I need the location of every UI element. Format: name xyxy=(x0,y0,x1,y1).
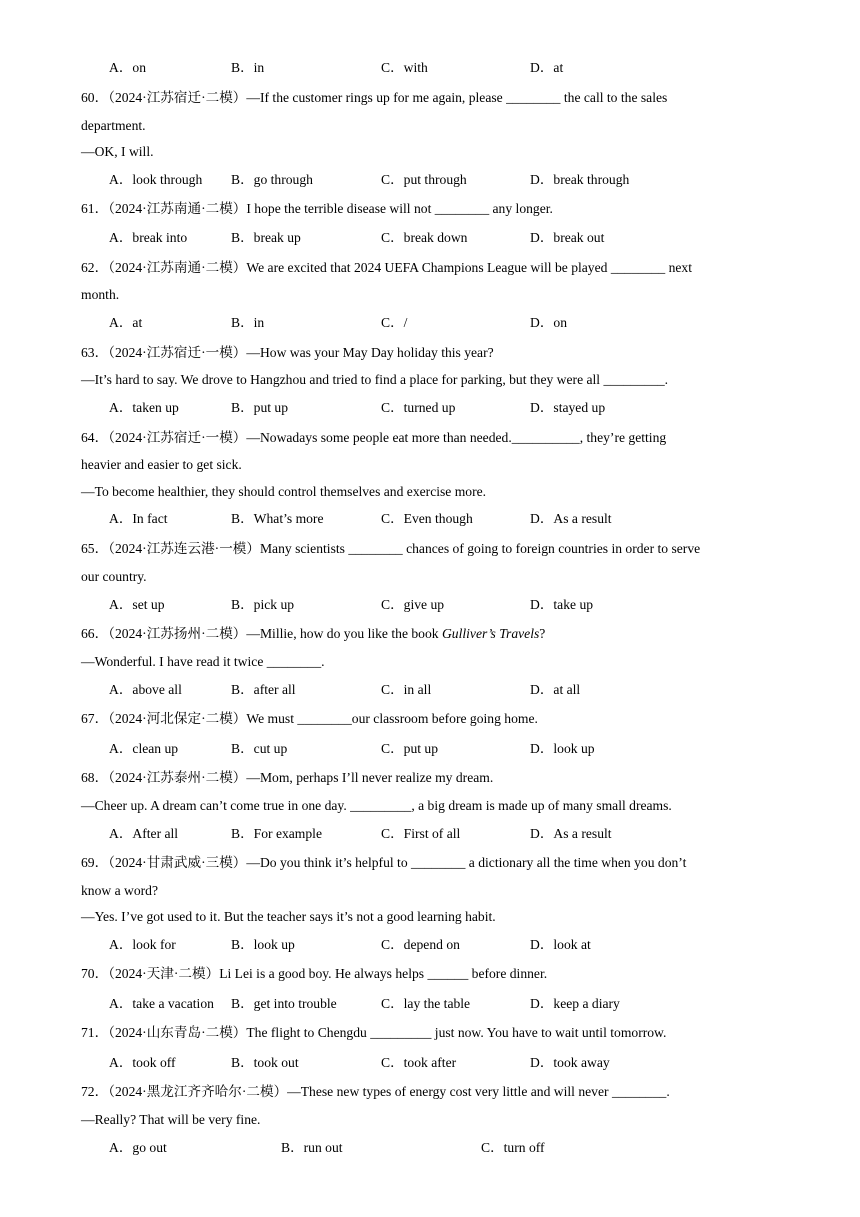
option-c[interactable]: C．lay the table xyxy=(381,996,471,1011)
q65-stem-cont: our country. xyxy=(81,569,147,584)
option-a[interactable]: A．on xyxy=(109,60,147,75)
q69-options xyxy=(0,937,860,953)
option-b[interactable]: B．pick up xyxy=(231,597,295,612)
option-b[interactable]: B．For example xyxy=(231,826,322,841)
answer-blank[interactable]: _________ xyxy=(370,1025,432,1040)
q62-stem-cont: month. xyxy=(81,287,120,302)
q62-stem: 62．（2024·江苏南通·二模）We are excited that 2024 UEFA Champions League will be played ________ next xyxy=(81,260,693,275)
option-b[interactable]: B．break up xyxy=(231,230,301,245)
option-c[interactable]: C．break down xyxy=(381,230,468,245)
q72-stem: 72．（2024·黑龙江齐齐哈尔·二模）—These new types of energy cost very little and will never ________. xyxy=(81,1084,670,1099)
q64-options xyxy=(0,511,860,527)
q64-reply: —To become healthier, they should control themselves and exercise more. xyxy=(81,484,487,499)
q68-reply: —Cheer up. A dream can’t come true in one day. _________, a big dream is made up of many small dreams. xyxy=(81,798,672,813)
option-c[interactable]: C．put up xyxy=(381,741,439,756)
q60-options xyxy=(0,172,860,188)
answer-blank[interactable]: ________ xyxy=(297,711,352,726)
answer-blank[interactable]: ________ xyxy=(434,201,490,216)
answer-blank[interactable]: __________ xyxy=(511,430,580,445)
q66-options xyxy=(0,682,860,698)
q66-stem: 66．（2024·江苏扬州·二模）—Millie, how do you like the book Gulliver’s Travels? xyxy=(81,626,546,641)
q60-reply: —OK, I will. xyxy=(81,144,154,159)
option-c[interactable]: C．put through xyxy=(381,172,467,187)
option-a[interactable]: A．taken up xyxy=(109,400,179,415)
option-a[interactable]: A．took off xyxy=(109,1055,176,1070)
option-a[interactable]: A．look for xyxy=(109,937,176,952)
q70-stem: 70．（2024·天津·二模）Li Lei is a good boy. He always helps ______ before dinner. xyxy=(81,966,548,981)
q71-stem: 71．（2024·山东青岛·二模）The flight to Chengdu _________ just now. You have to wait until tomorrow. xyxy=(81,1025,667,1040)
q69-reply: —Yes. I’ve got used to it. But the teacher says it’s not a good learning habit. xyxy=(81,909,496,924)
q72-reply: —Really? That will be very fine. xyxy=(81,1112,261,1127)
q68-stem: 68．（2024·江苏泰州·二模）—Mom, perhaps I’ll never realize my dream. xyxy=(81,770,494,785)
option-a[interactable]: A．go out xyxy=(109,1140,167,1155)
option-b[interactable]: B．in xyxy=(231,60,265,75)
answer-blank[interactable]: _________ xyxy=(603,372,665,387)
option-b[interactable]: B．after all xyxy=(231,682,296,697)
option-d[interactable]: D．As a result xyxy=(530,826,612,841)
option-d[interactable]: D．at all xyxy=(530,682,581,697)
option-d[interactable]: D．take up xyxy=(530,597,594,612)
option-d[interactable]: D．look up xyxy=(530,741,595,756)
option-a[interactable]: A．above all xyxy=(109,682,182,697)
option-b[interactable]: B．What’s more xyxy=(231,511,324,526)
q65-options xyxy=(0,597,860,613)
option-c[interactable]: C．/ xyxy=(381,315,408,330)
option-a[interactable]: A．take a vacation xyxy=(109,996,214,1011)
q68-options xyxy=(0,826,860,842)
option-d[interactable]: D．at xyxy=(530,60,564,75)
q70-options xyxy=(0,996,860,1012)
answer-blank[interactable]: ________ xyxy=(411,855,466,870)
option-b[interactable]: B．in xyxy=(231,315,265,330)
option-c[interactable]: C．with xyxy=(381,60,428,75)
q60-stem: 60．（2024·江苏宿迁·二模）—If the customer rings up for me again, please ________ the call to the sales xyxy=(81,90,668,105)
option-a[interactable]: A．at xyxy=(109,315,143,330)
q69-stem: 69．（2024·甘肃武威·三模）—Do you think it’s helpful to ________ a dictionary all the time when you don’t xyxy=(81,855,687,870)
q71-options xyxy=(0,1055,860,1071)
option-d[interactable]: D．As a result xyxy=(530,511,612,526)
option-d[interactable]: D．keep a diary xyxy=(530,996,620,1011)
q62-options xyxy=(0,315,860,331)
q64-stem: 64．（2024·江苏宿迁·一模）—Nowadays some people eat more than needed.__________, they’re getting xyxy=(81,430,667,445)
q61-options xyxy=(0,230,860,246)
option-d[interactable]: D．look at xyxy=(530,937,591,952)
option-b[interactable]: B．run out xyxy=(281,1140,343,1155)
book-title: Gulliver’s Travels xyxy=(441,626,540,641)
option-b[interactable]: B．look up xyxy=(231,937,295,952)
answer-blank[interactable]: ________ xyxy=(611,1084,667,1099)
answer-blank[interactable]: ________ xyxy=(348,541,403,556)
option-d[interactable]: D．break through xyxy=(530,172,630,187)
option-c[interactable]: C．Even though xyxy=(381,511,473,526)
option-a[interactable]: A．After all xyxy=(109,826,179,841)
option-d[interactable]: D．break out xyxy=(530,230,605,245)
q69-stem-cont: know a word? xyxy=(81,883,159,898)
option-a[interactable]: A．set up xyxy=(109,597,165,612)
option-d[interactable]: D．on xyxy=(530,315,568,330)
q61-stem: 61．（2024·江苏南通·二模）I hope the terrible disease will not ________ any longer. xyxy=(81,201,553,216)
option-a[interactable]: A．look through xyxy=(109,172,203,187)
option-c[interactable]: C．turn off xyxy=(481,1140,545,1155)
answer-blank[interactable]: _________ xyxy=(350,798,412,813)
option-d[interactable]: D．stayed up xyxy=(530,400,606,415)
option-d[interactable]: D．took away xyxy=(530,1055,610,1070)
q65-stem: 65．（2024·江苏连云港·一模）Many scientists ________ chances of going to foreign countries in order to serve xyxy=(81,541,701,556)
answer-blank[interactable]: ________ xyxy=(266,654,322,669)
option-b[interactable]: B．cut up xyxy=(231,741,288,756)
option-b[interactable]: B．put up xyxy=(231,400,289,415)
option-c[interactable]: C．took after xyxy=(381,1055,457,1070)
option-a[interactable]: A．clean up xyxy=(109,741,179,756)
option-c[interactable]: C．give up xyxy=(381,597,445,612)
q63-options xyxy=(0,400,860,416)
q67-stem: 67．（2024·河北保定·二模）We must ________our classroom before going home. xyxy=(81,711,538,726)
option-b[interactable]: B．go through xyxy=(231,172,313,187)
option-c[interactable]: C．First of all xyxy=(381,826,461,841)
q63-stem: 63．（2024·江苏宿迁·一模）—How was your May Day holiday this year? xyxy=(81,345,494,360)
answer-blank[interactable]: ________ xyxy=(506,90,561,105)
q63-reply: —It’s hard to say. We drove to Hangzhou and tried to find a place for parking, but they were all _________. xyxy=(81,372,669,387)
q72-options xyxy=(0,1140,860,1156)
option-a[interactable]: A．In fact xyxy=(109,511,168,526)
option-a[interactable]: A．break into xyxy=(109,230,188,245)
answer-blank[interactable]: ______ xyxy=(427,966,469,981)
q59-options xyxy=(0,60,860,76)
option-b[interactable]: B．took out xyxy=(231,1055,299,1070)
q64-stem-cont: heavier and easier to get sick. xyxy=(81,457,242,472)
q67-options xyxy=(0,741,860,757)
q60-stem-cont: department. xyxy=(81,118,146,133)
option-c[interactable]: C．in all xyxy=(381,682,432,697)
option-c[interactable]: C．depend on xyxy=(381,937,460,952)
q66-reply: —Wonderful. I have read it twice ________. xyxy=(81,654,325,669)
answer-blank[interactable]: ________ xyxy=(610,260,666,275)
option-b[interactable]: B．get into trouble xyxy=(231,996,337,1011)
option-c[interactable]: C．turned up xyxy=(381,400,456,415)
